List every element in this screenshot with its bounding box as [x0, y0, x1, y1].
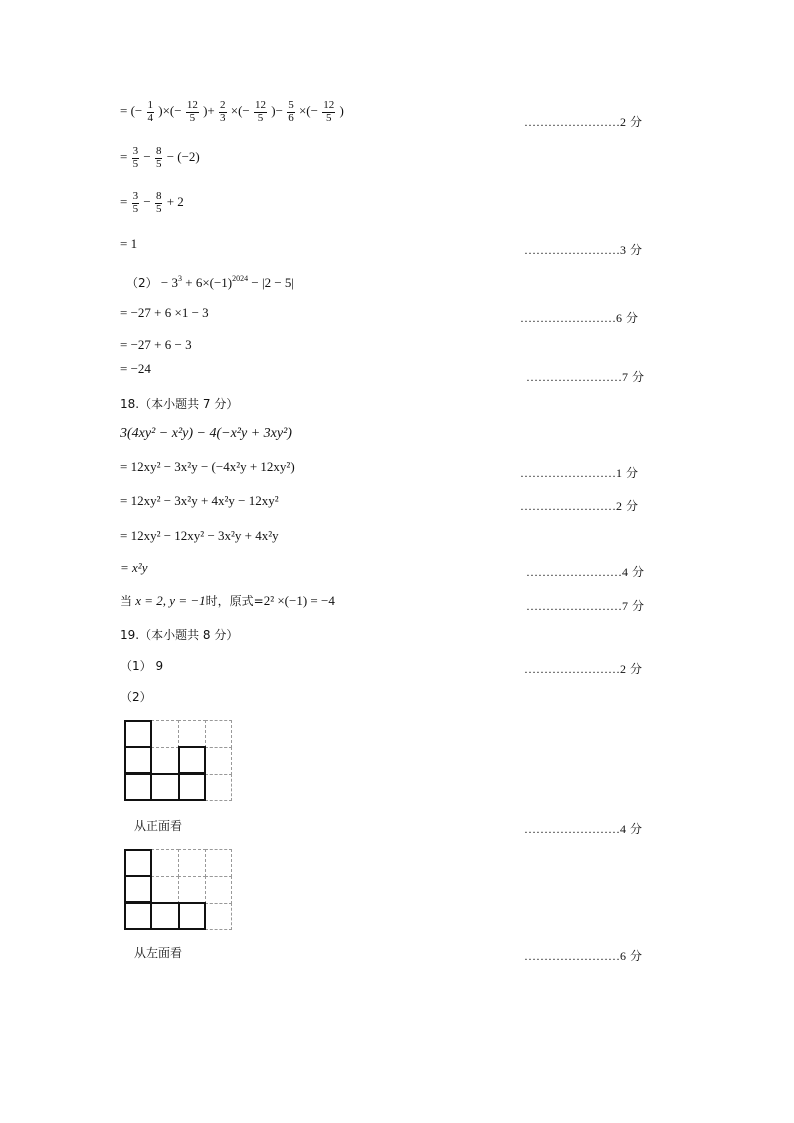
score-marker — [524, 660, 642, 677]
score-points: 3 — [620, 243, 626, 257]
numerator: 8 — [155, 145, 162, 157]
front-view-grid — [124, 720, 232, 801]
score-points: 6 — [620, 949, 626, 963]
grid-cell — [178, 720, 206, 748]
equals-sign: = — [120, 194, 128, 210]
fraction — [147, 100, 155, 124]
fraction — [254, 100, 267, 124]
fraction — [287, 100, 295, 124]
filled-square — [124, 720, 152, 748]
score-marker — [524, 820, 642, 837]
denominator: 5 — [132, 202, 139, 215]
score-unit: 分 — [630, 822, 643, 836]
denominator: 5 — [325, 111, 332, 124]
numerator: 3 — [132, 190, 139, 202]
grid-cell — [205, 720, 232, 748]
calc-line-7: = −24 — [120, 361, 151, 376]
denominator: 5 — [132, 157, 139, 170]
score-points: 6 — [616, 311, 622, 325]
score-unit: 分 — [630, 115, 643, 129]
expr-part: ×(− — [298, 103, 318, 119]
score-unit: 分 — [630, 949, 643, 963]
expr-part: )×(− — [158, 103, 182, 119]
minus-sign: − — [143, 194, 151, 210]
score-marker — [526, 597, 644, 614]
filled-square — [178, 773, 206, 801]
score-unit: 分 — [630, 662, 643, 676]
left-view-grid — [124, 849, 232, 930]
score-dots: …………………… — [520, 311, 616, 325]
expr-part: (− — [130, 103, 143, 119]
score-dots: …………………… — [524, 822, 620, 836]
score-dots: …………………… — [520, 466, 616, 480]
score-unit: 分 — [630, 243, 643, 257]
exponent: 2024 — [232, 274, 249, 283]
score-dots: …………………… — [524, 662, 620, 676]
filled-square — [178, 746, 206, 774]
expr-part: ) — [339, 103, 344, 119]
grid-cell — [205, 849, 232, 877]
denominator: 5 — [189, 111, 196, 124]
text-when: 当 — [120, 594, 133, 608]
score-marker — [520, 309, 638, 326]
fraction — [186, 100, 199, 124]
score-marker — [524, 113, 642, 130]
score-points: 4 — [620, 822, 626, 836]
score-unit: 分 — [632, 565, 645, 579]
filled-square — [124, 875, 152, 903]
score-marker — [520, 464, 638, 481]
numerator: 5 — [288, 99, 294, 111]
denominator: 5 — [155, 157, 162, 170]
q18-line-5 — [120, 594, 335, 607]
score-marker — [520, 497, 638, 514]
calc-line-2 — [120, 146, 200, 170]
numerator: 1 — [147, 99, 154, 111]
expr-part: ×(− — [230, 103, 250, 119]
question-19-header: 19.（本小题共 8 分） — [120, 628, 239, 642]
grid-cell — [178, 876, 206, 904]
score-unit: 分 — [626, 499, 639, 513]
fraction — [132, 146, 140, 170]
expr-part: − (−2) — [166, 149, 200, 165]
score-points: 7 — [622, 370, 628, 384]
score-marker — [526, 368, 644, 385]
score-points: 7 — [622, 599, 628, 613]
filled-square — [124, 746, 152, 774]
q18-line-4: = x²y — [120, 560, 148, 575]
q18-line-1: = 12xy² − 3x²y − (−4x²y + 12xy²) — [120, 459, 295, 474]
calc-line-5: = −27 + 6 ×1 − 3 — [120, 305, 209, 320]
grid-cell — [151, 876, 179, 904]
grid-cell — [178, 849, 206, 877]
calc-line-4: = 1 — [120, 236, 138, 251]
grid-cell — [151, 747, 179, 775]
filled-square — [150, 902, 180, 930]
score-marker — [524, 947, 642, 964]
left-view-caption: 从左面看 — [134, 946, 183, 960]
q18-line-3: = 12xy² − 12xy² − 3x²y + 4x²y — [120, 528, 279, 543]
score-dots: …………………… — [524, 243, 620, 257]
score-marker — [526, 563, 644, 580]
grid-cell — [205, 876, 232, 904]
score-points: 2 — [620, 662, 626, 676]
front-view-caption: 从正面看 — [134, 819, 183, 833]
score-marker — [524, 241, 642, 258]
fraction — [219, 100, 227, 124]
expr-part: − |2 − 5| — [251, 275, 295, 290]
filled-square — [150, 773, 180, 801]
filled-square — [124, 849, 152, 877]
calc-part2 — [126, 276, 294, 289]
fraction — [155, 191, 163, 215]
result-value: 2² ×(−1) = −4 — [263, 593, 335, 608]
numerator: 8 — [155, 190, 162, 202]
condition: x = 2, y = −1 — [132, 593, 206, 608]
denominator: 6 — [288, 111, 294, 124]
numerator: 2 — [220, 99, 226, 111]
q18-line-2: = 12xy² − 3x²y + 4x²y − 12xy² — [120, 493, 279, 508]
equals-sign: = — [120, 103, 128, 119]
filled-square — [124, 902, 152, 930]
score-points: 1 — [616, 466, 622, 480]
score-unit: 分 — [632, 370, 645, 384]
score-unit: 分 — [632, 599, 645, 613]
grid-cell — [205, 774, 232, 801]
denominator: 5 — [257, 111, 264, 124]
calc-line-3 — [120, 191, 184, 215]
score-points: 4 — [622, 565, 628, 579]
denominator: 5 — [155, 202, 162, 215]
calc-line-1 — [120, 100, 344, 124]
question-18-header: 18.（本小题共 7 分） — [120, 397, 239, 411]
part-label: （2） — [126, 276, 158, 290]
q19-part-2: （2） — [120, 690, 152, 704]
numerator: 12 — [323, 99, 335, 111]
q19-part-1: （1） 9 — [120, 659, 164, 673]
denominator: 3 — [220, 111, 226, 124]
fraction — [322, 100, 335, 124]
score-points: 2 — [620, 115, 626, 129]
numerator: 12 — [186, 99, 198, 111]
score-dots: …………………… — [524, 949, 620, 963]
grid-cell — [205, 747, 232, 775]
denominator: 4 — [147, 111, 154, 124]
text-original: 时，原式= — [205, 594, 264, 608]
score-unit: 分 — [626, 466, 639, 480]
score-points: 2 — [616, 499, 622, 513]
score-unit: 分 — [626, 311, 639, 325]
calc-line-6: = −27 + 6 − 3 — [120, 337, 192, 352]
exponent: 3 — [177, 274, 182, 283]
score-dots: …………………… — [524, 115, 620, 129]
numerator: 3 — [132, 145, 139, 157]
q18-expression: 3(4xy² − x²y) − 4(−x²y + 3xy²) — [120, 426, 292, 441]
filled-square — [124, 773, 152, 801]
expr-part: )+ — [203, 103, 215, 119]
expr-part: )− — [271, 103, 283, 119]
score-dots: …………………… — [526, 565, 622, 579]
grid-cell — [151, 720, 179, 748]
grid-cell — [151, 849, 179, 877]
equals-sign: = — [120, 149, 128, 165]
score-dots: …………………… — [526, 370, 622, 384]
minus-sign: − — [143, 149, 151, 165]
score-dots: …………………… — [520, 499, 616, 513]
expr-part: + 2 — [166, 194, 184, 210]
score-dots: …………………… — [526, 599, 622, 613]
numerator: 12 — [255, 99, 267, 111]
expr-part: + 6×(−1) — [185, 275, 233, 290]
filled-square — [178, 902, 206, 930]
fraction — [132, 191, 140, 215]
fraction — [155, 146, 163, 170]
expr-part: − 3 — [160, 275, 178, 290]
grid-cell — [205, 903, 232, 930]
